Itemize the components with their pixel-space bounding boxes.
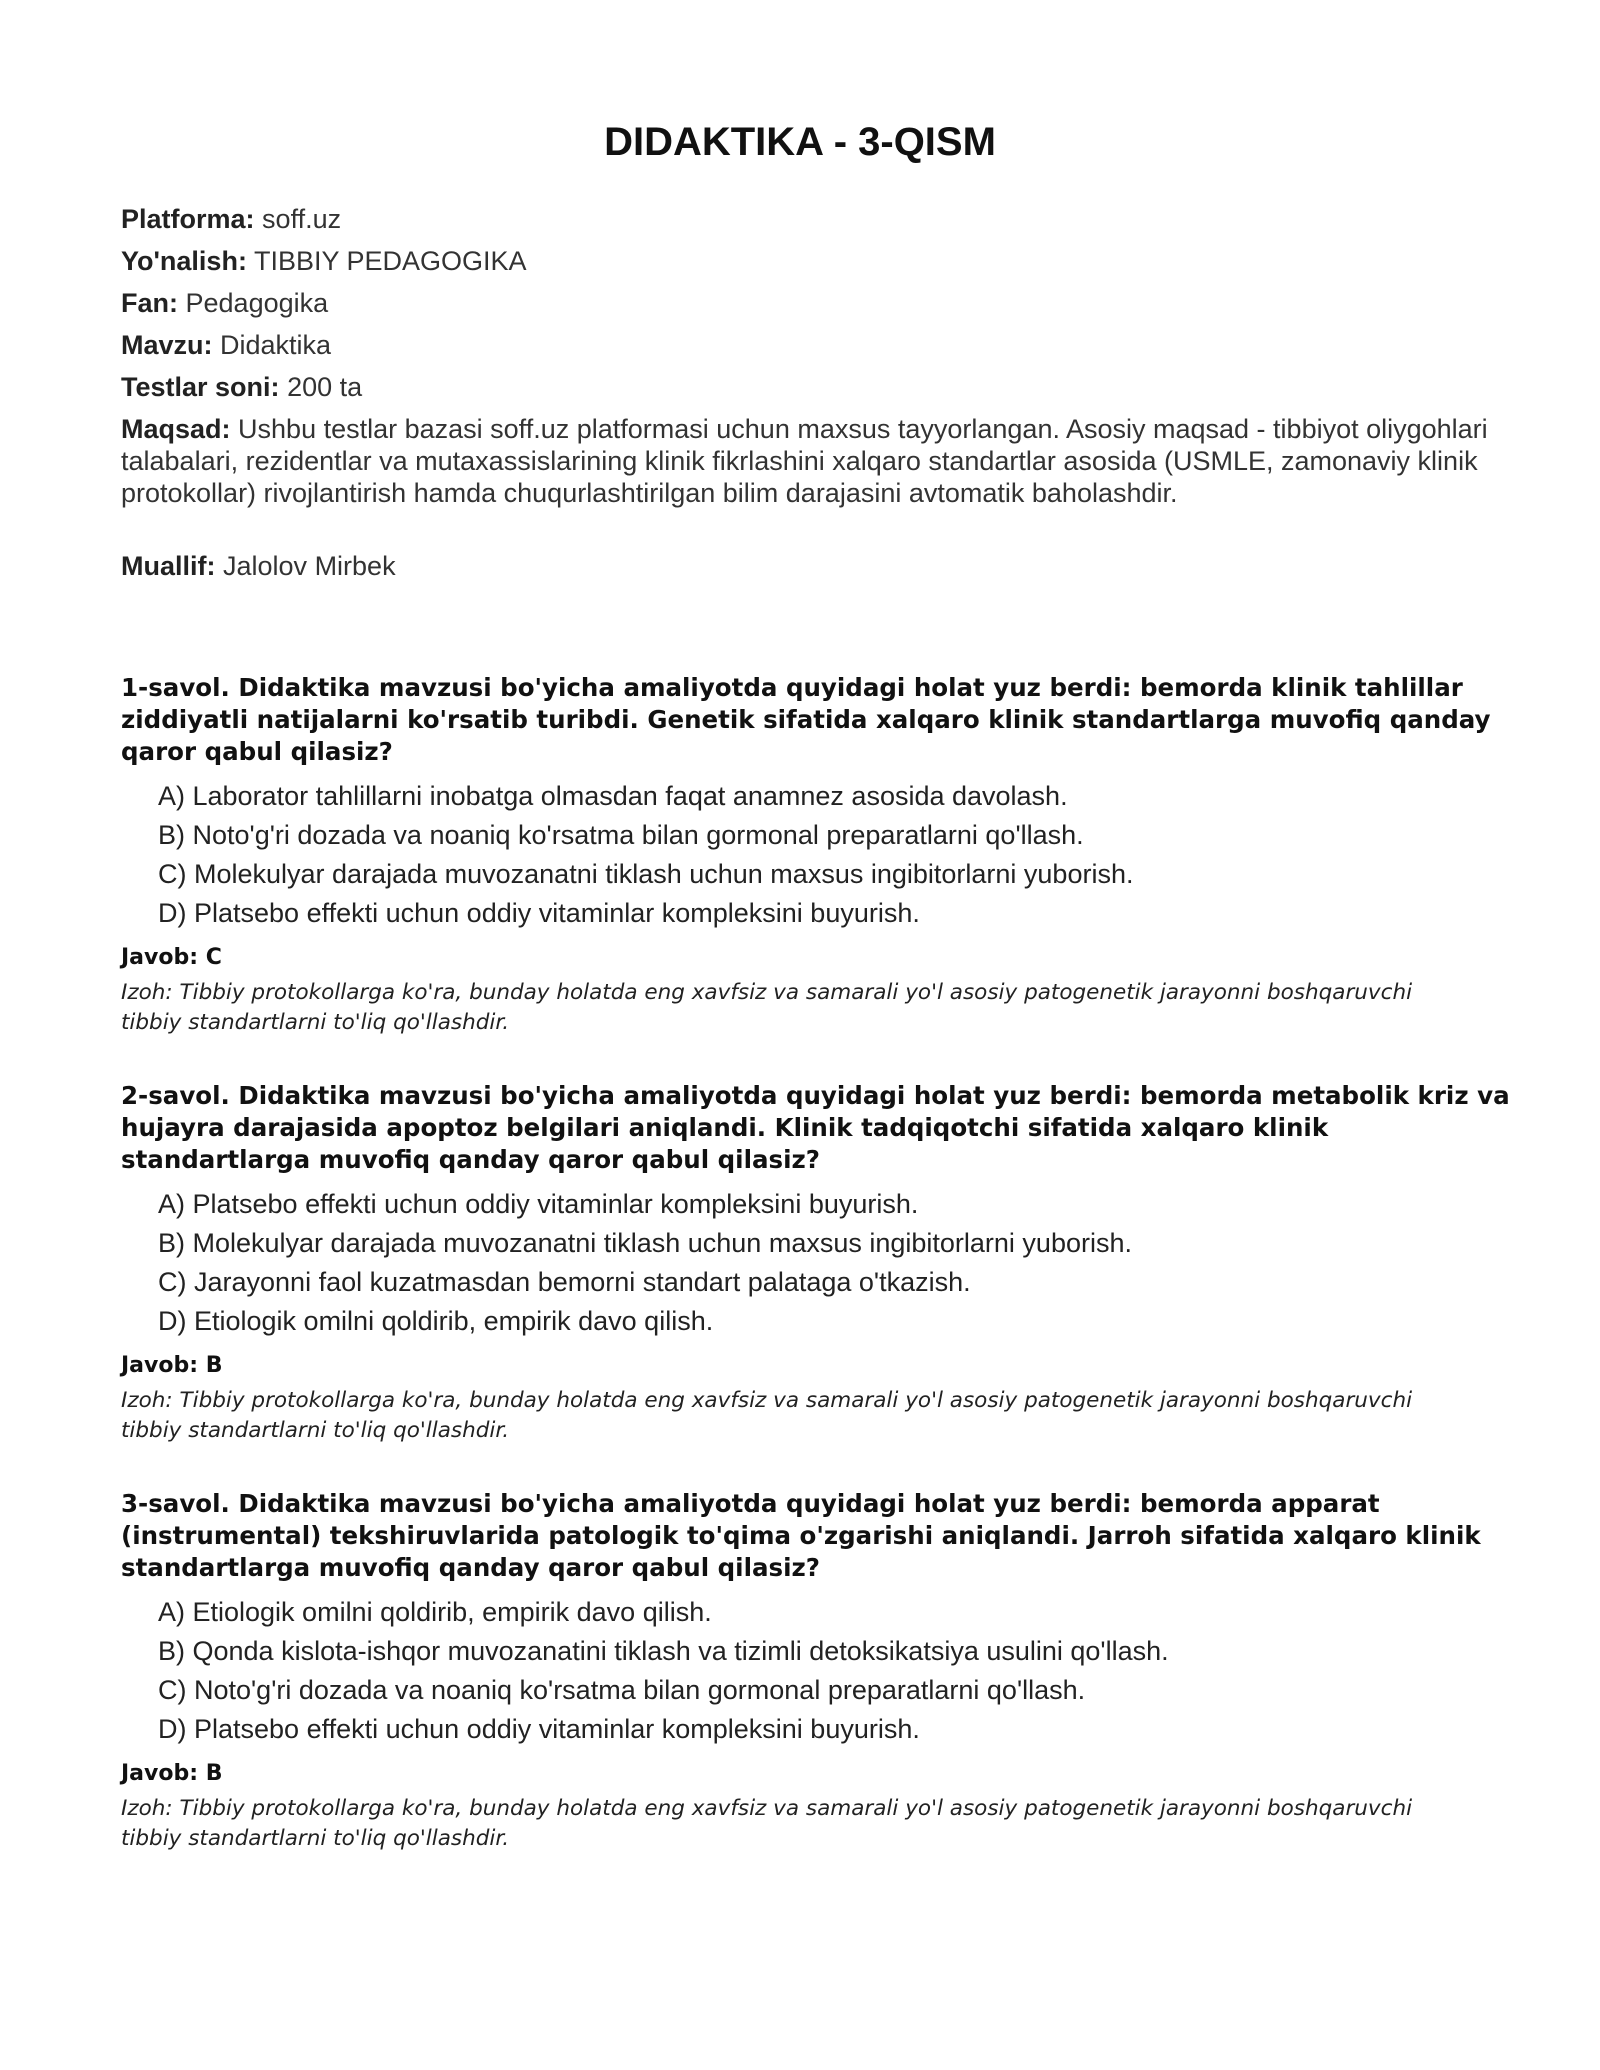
answer-option: B) Noto'g'ri dozada va noaniq ko'rsatma bilan gormonal preparatlarni qo'llash. [158, 820, 1084, 850]
answer-option: C) Noto'g'ri dozada va noaniq ko'rsatma bilan gormonal preparatlarni qo'llash. [158, 1675, 1086, 1705]
answer-option: D) Platsebo effekti uchun oddiy vitaminlar kompleksini buyurish. [158, 898, 920, 928]
meta-value: Ushbu testlar bazasi soff.uz platformasi uchun maxsus tayyorlangan. Asosiy maqsad - tibbiyot oliygohlari talabalari, rezidentlar va mutaxassislarining klinik fikrlashini xalqaro standartlar asosida (USMLE, zamonaviy klinik protokollar) rivojlantirish hamda chuqurlashtirilgan bilim darajasini avtomatik baholashdir. [121, 414, 1488, 508]
meta-topic [121, 329, 1501, 361]
meta-value: TIBBIY PEDAGOGIKA [253, 246, 527, 276]
correct-answer: Javob: C [121, 945, 222, 970]
answer-option: D) Platsebo effekti uchun oddiy vitaminlar kompleksini buyurish. [158, 1714, 920, 1744]
meta-label: Mavzu: [121, 330, 213, 360]
meta-value: soff.uz [262, 204, 342, 234]
meta-test-count [121, 371, 1501, 403]
meta-author [121, 550, 1501, 582]
question-text: 2-savol. Didaktika mavzusi bo'yicha amaliyotda quyidagi holat yuz berdi: bemorda metabolik kriz va hujayra darajasida apoptoz belgilari aniqlandi. Klinik tadqiqotchi sifatida xalqaro klinik standartlarga muvofiq qanday qaror qabul qilasiz? [121, 1081, 1510, 1174]
answer-explanation: Izoh: Tibbiy protokollarga ko'ra, bunday holatda eng xavfsiz va samarali yo'l asosiy patogenetik jarayonni boshqaruvchi tibbiy standartlarni to'liq qo'llashdir. [121, 1388, 1413, 1443]
answer-option: B) Molekulyar darajada muvozanatni tiklash uchun maxsus ingibitorlarni yuborish. [158, 1228, 1132, 1258]
answer-option: C) Molekulyar darajada muvozanatni tiklash uchun maxsus ingibitorlarni yuborish. [158, 859, 1134, 889]
meta-label: Testlar soni: [121, 372, 280, 402]
correct-answer: Javob: B [121, 1761, 223, 1786]
answer-option: D) Etiologik omilni qoldirib, empirik davo qilish. [158, 1306, 714, 1336]
meta-purpose [121, 413, 1501, 509]
meta-label: Muallif: [121, 551, 216, 581]
answer-option: B) Qonda kislota-ishqor muvozanatini tiklash va tizimli detoksikatsiya usulini qo'llash. [158, 1636, 1169, 1666]
document-title: DIDAKTIKA - 3-QISM [604, 120, 996, 164]
meta-label: Platforma: [121, 204, 255, 234]
answer-option: C) Jarayonni faol kuzatmasdan bemorni standart palataga o'tkazish. [158, 1267, 971, 1297]
answer-option: A) Platsebo effekti uchun oddiy vitaminlar kompleksini buyurish. [158, 1189, 919, 1219]
meta-label: Fan: [121, 288, 178, 318]
meta-value: Didaktika [220, 330, 332, 360]
meta-label: Maqsad: [121, 414, 231, 444]
meta-label: Yo'nalish: [121, 246, 247, 276]
question-text: 3-savol. Didaktika mavzusi bo'yicha amaliyotda quyidagi holat yuz berdi: bemorda apparat (instrumental) tekshiruvlarida patologik to'qima o'zgarishi aniqlandi. Jarroh sifatida xalqaro klinik standartlarga muvofiq qanday qaror qabul qilasiz? [121, 1489, 1481, 1582]
answer-explanation: Izoh: Tibbiy protokollarga ko'ra, bunday holatda eng xavfsiz va samarali yo'l asosiy patogenetik jarayonni boshqaruvchi tibbiy standartlarni to'liq qo'llashdir. [121, 980, 1413, 1035]
question-text: 1-savol. Didaktika mavzusi bo'yicha amaliyotda quyidagi holat yuz berdi: bemorda klinik tahlillar ziddiyatli natijalarni ko'rsatib turibdi. Genetik sifatida xalqaro klinik standartlarga muvofiq qanday qaror qabul qilasiz? [121, 673, 1491, 766]
correct-answer: Javob: B [121, 1353, 223, 1378]
meta-value: Jalolov Mirbek [223, 551, 396, 581]
answer-option: A) Laborator tahlillarni inobatga olmasdan faqat anamnez asosida davolash. [158, 781, 1068, 811]
meta-value: 200 ta [287, 372, 363, 402]
meta-direction [121, 245, 1501, 277]
meta-platform [121, 203, 1501, 235]
answer-explanation: Izoh: Tibbiy protokollarga ko'ra, bunday holatda eng xavfsiz va samarali yo'l asosiy patogenetik jarayonni boshqaruvchi tibbiy standartlarni to'liq qo'llashdir. [121, 1796, 1413, 1851]
answer-option: A) Etiologik omilni qoldirib, empirik davo qilish. [158, 1597, 712, 1627]
meta-value: Pedagogika [185, 288, 329, 318]
meta-subject [121, 287, 1501, 319]
